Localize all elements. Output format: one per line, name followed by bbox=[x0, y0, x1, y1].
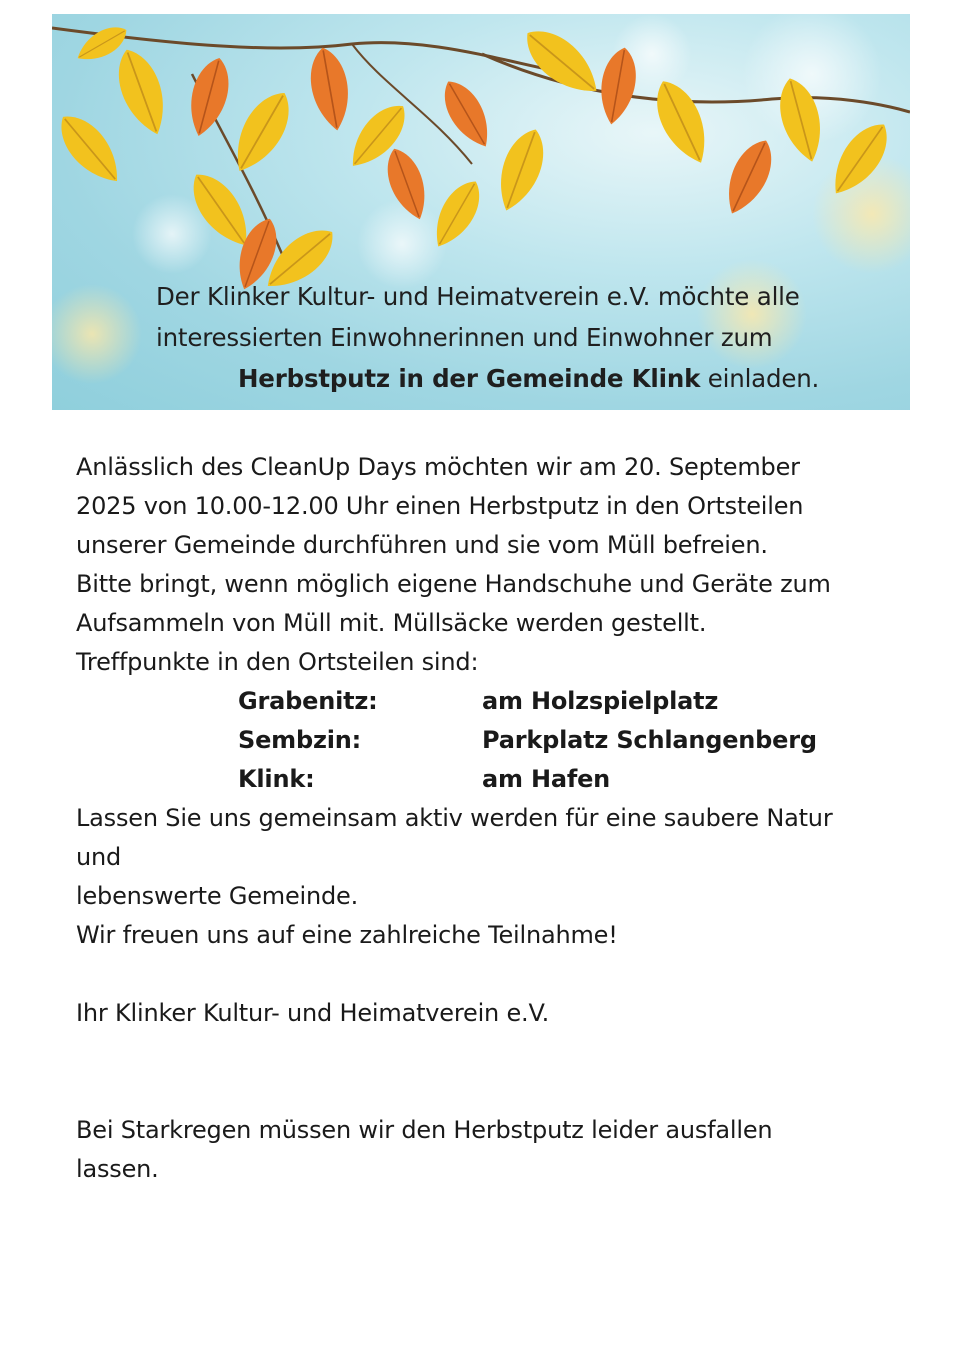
invitation-line-3 bbox=[156, 358, 910, 399]
body-line: 2025 von 10.00-12.00 Uhr einen Herbstputz in den Ortsteilen bbox=[76, 492, 804, 520]
body-line: unserer Gemeinde durchführen und sie vom Müll befreien. bbox=[76, 531, 768, 559]
meeting-point-place: Grabenitz: bbox=[238, 687, 378, 715]
event-title: Herbstputz in der Gemeinde Klink bbox=[238, 364, 701, 393]
meeting-point-place: Sembzin: bbox=[238, 726, 362, 754]
meeting-point-row bbox=[76, 721, 916, 760]
invitation-line-1: Der Klinker Kultur- und Heimatverein e.V. möchte alle bbox=[156, 282, 800, 311]
meeting-point-location: am Holzspielplatz bbox=[482, 687, 719, 715]
closing-line: und bbox=[76, 843, 122, 871]
meeting-point-place: Klink: bbox=[238, 765, 315, 793]
body-line: Anlässlich des CleanUp Days möchten wir am 20. September bbox=[76, 453, 800, 481]
meeting-point-row bbox=[76, 682, 916, 721]
invitation-line-3-rest: einladen. bbox=[700, 364, 820, 393]
closing-line: Lassen Sie uns gemeinsam aktiv werden für eine saubere Natur bbox=[76, 804, 833, 832]
closing-line: Wir freuen uns auf eine zahlreiche Teilnahme! bbox=[76, 921, 618, 949]
body-line: Treffpunkte in den Ortsteilen sind: bbox=[76, 648, 479, 676]
rain-note: lassen. bbox=[76, 1155, 159, 1183]
signature: Ihr Klinker Kultur- und Heimatverein e.V. bbox=[76, 999, 550, 1027]
flyer-body bbox=[76, 448, 916, 1189]
rain-note: Bei Starkregen müssen wir den Herbstputz leider ausfallen bbox=[76, 1116, 773, 1144]
autumn-leaves-banner bbox=[52, 14, 910, 410]
body-line: Aufsammeln von Müll mit. Müllsäcke werden gestellt. bbox=[76, 609, 707, 637]
closing-line: lebenswerte Gemeinde. bbox=[76, 882, 359, 910]
body-line: Bitte bringt, wenn möglich eigene Handschuhe und Geräte zum bbox=[76, 570, 831, 598]
meeting-point-location: Parkplatz Schlangenberg bbox=[482, 726, 817, 754]
meeting-point-row bbox=[76, 760, 916, 799]
meeting-point-location: am Hafen bbox=[482, 765, 611, 793]
invitation-heading bbox=[156, 276, 910, 399]
invitation-line-2: interessierten Einwohnerinnen und Einwohner zum bbox=[156, 323, 773, 352]
